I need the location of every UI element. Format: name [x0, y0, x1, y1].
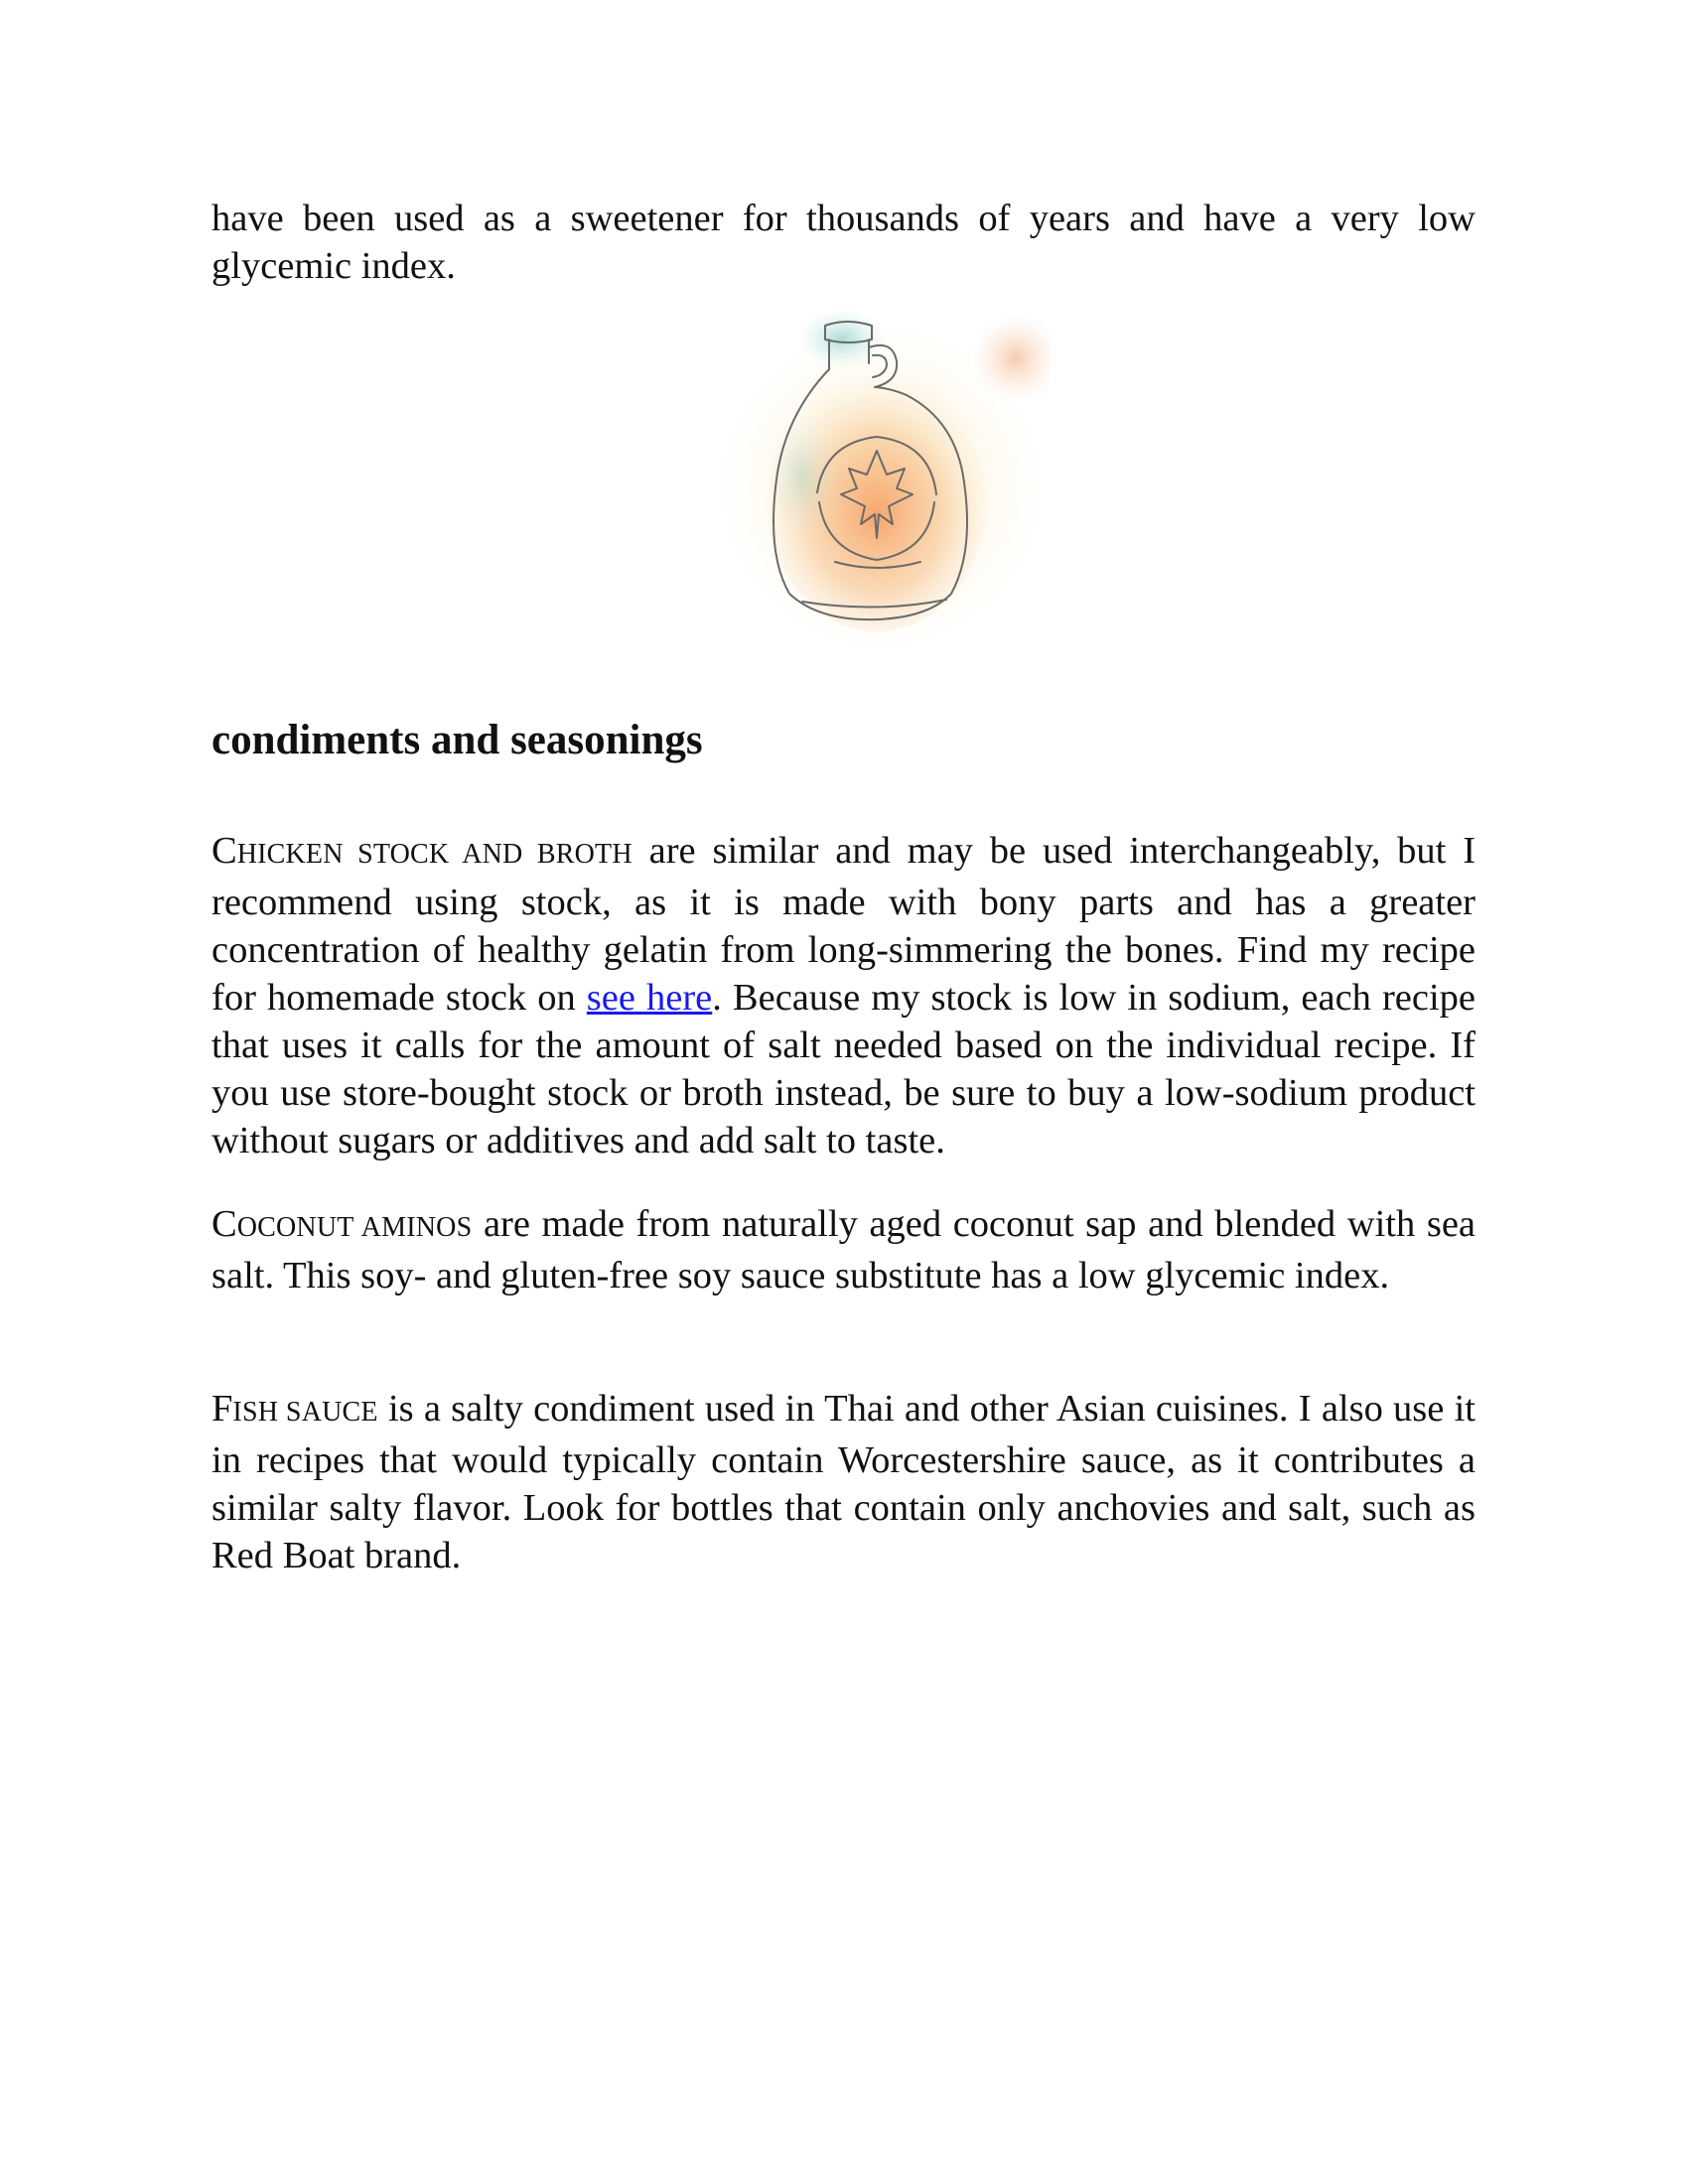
section-heading: condiments and seasonings — [211, 717, 703, 763]
page-content — [211, 195, 1477, 1576]
fish-text: is a salty condiment used in Thai and other Asian cuisines. I also use it in recipes that would typically contain Worcestershire sauce, as it contributes a similar salty flavor. Look for bottles that contain only anchovies and salt, such as Red Boat brand. — [211, 1388, 1476, 1576]
fish-term-rest: ISH SAUCE — [232, 1397, 378, 1428]
coconut-text: are made from naturally aged coconut sap and blended with sea salt. This soy- and gluten-free soy sauce substitute has a low glycemic index. — [211, 1203, 1476, 1297]
maple-syrup-illustration — [708, 304, 1051, 651]
chicken-term-initial: C — [211, 830, 237, 872]
chicken-text-after-link: . Because my stock is low in sodium, each recipe that uses it calls for the amount of salt needed based on the individual recipe. If you use store-bought stock or broth instead, be sure to buy a low-sodium product without sugars or additives and add salt to taste. — [211, 977, 1476, 1161]
chicken-term-rest: HICKEN STOCK AND BROTH — [236, 839, 633, 870]
homemade-stock-link[interactable]: see here — [586, 977, 713, 1019]
coconut-term-rest: OCONUT AMINOS — [236, 1212, 473, 1243]
coconut-term-initial: C — [211, 1203, 237, 1245]
coconut-aminos-paragraph — [211, 1200, 1476, 1299]
chicken-text-before-link: are similar and may be used interchangeably, but I recommend using stock, as it is made with bony parts and has a greater concentration of healthy gelatin from long-simmering the bones. Find my recipe for homemade stock on — [211, 830, 1477, 1019]
fish-sauce-paragraph — [211, 1385, 1476, 1579]
maple-syrup-bottle-icon — [708, 304, 1051, 651]
fish-term-initial: F — [211, 1388, 233, 1430]
intro-paragraph: have been used as a sweetener for thousands of years and have a very low glycemic index. — [211, 198, 1476, 287]
chicken-stock-paragraph — [211, 827, 1476, 1164]
